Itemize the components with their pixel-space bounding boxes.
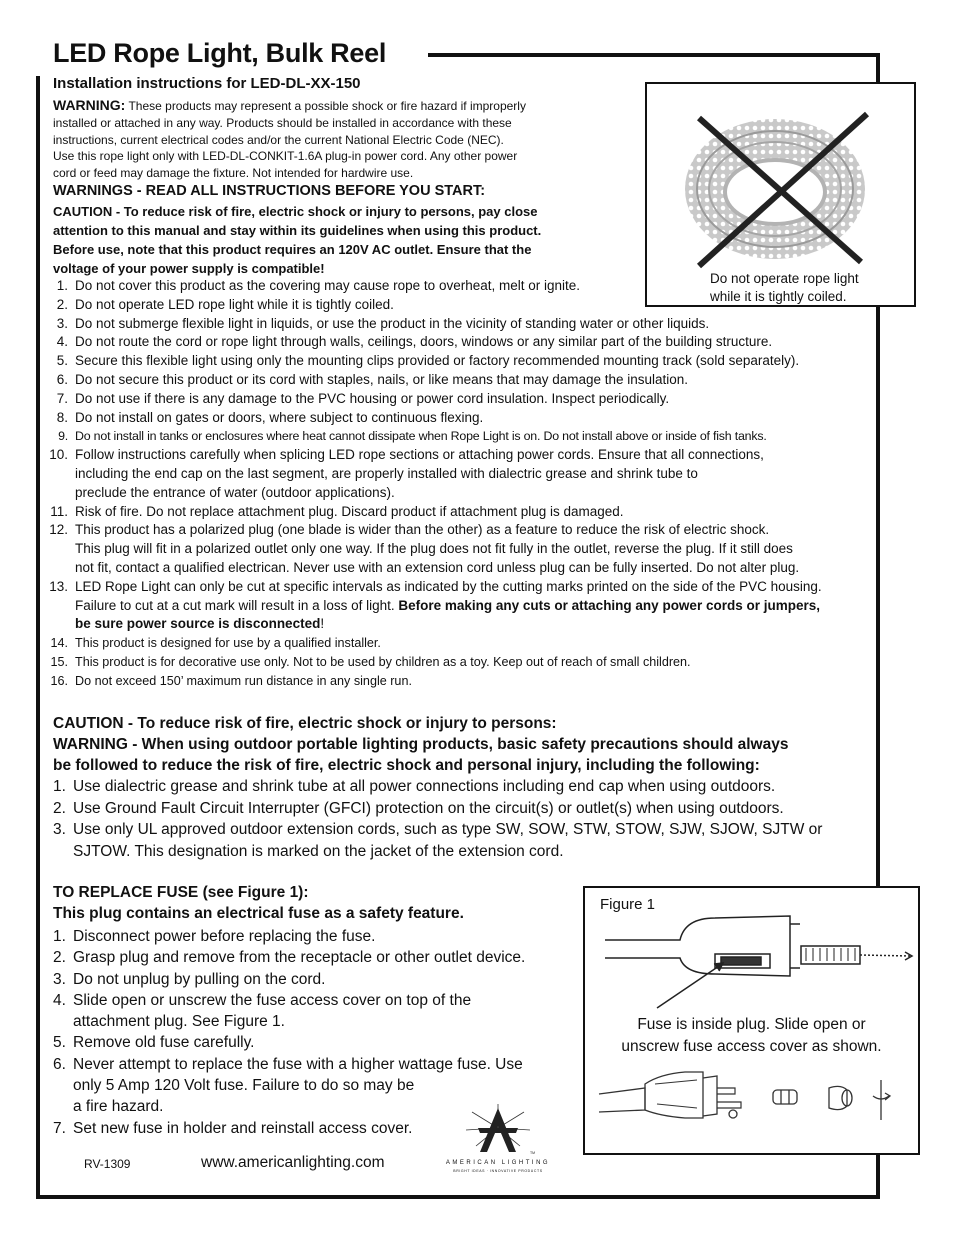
caution-line: CAUTION - To reduce risk of fire, electric shock or injury to persons, pay close [53, 204, 538, 219]
list-item: 4. Slide open or unscrew the fuse access cover on top of the attachment plug. See Figure 1. [53, 991, 472, 1031]
photo-caption-line: Do not operate rope light [710, 271, 859, 286]
caution-line: Before use, note that this product requires an 120V AC outlet. Ensure that the [53, 242, 532, 257]
logo-tagline: BRIGHT IDEAS · INNOVATIVE PRODUCTS [453, 1169, 543, 1173]
list-item: 2. Do not operate LED rope light while it is tightly coiled. [56, 296, 394, 312]
list-item: 13. LED Rope Light can only be cut at specific intervals as indicated by the cutting marks printed on the side of the PVC housing. Failure to cut at a cut mark will result in a loss of light. Before making any cuts or attaching any power cords or jumpers, be sure power source is disconnected! [49, 578, 822, 632]
frame-top-line [428, 53, 880, 57]
warnings-list [40, 277, 822, 691]
list-item: 11. Risk of fire. Do not replace attachment plug. Discard product if attachment plug is damaged. [50, 503, 624, 519]
warning-line: Use this rope light only with LED-DL-CONKIT-1.6A plug-in power cord. Any other power [53, 149, 518, 164]
outdoor-list [53, 776, 822, 862]
warning-paragraph [53, 97, 593, 182]
trademark-mark: TM [530, 1151, 536, 1155]
warning-label: WARNING: [53, 97, 126, 113]
outdoor-caution-line: WARNING - When using outdoor portable lighting products, basic safety precautions should always [53, 736, 789, 753]
figure-label: Figure 1 [600, 896, 656, 913]
figure-caption-line: Fuse is inside plug. Slide open or [637, 1016, 866, 1033]
list-item: 4. Do not route the cord or rope light through walls, ceilings, doors, windows or any similar part of the building structure. [56, 334, 773, 350]
list-item: 9. Do not install in tanks or enclosures where heat cannot dissipate when Rope Light is on. Do not install above or inside of fish tanks. [58, 429, 767, 444]
caution-intro [53, 202, 623, 278]
revision-code: RV-1309 [84, 1157, 131, 1171]
list-item: 3. Do not submerge flexible light in liquids, or use the product in the vicinity of standing water or other liquids. [56, 315, 710, 331]
outdoor-caution [53, 713, 853, 776]
list-item: 1. Disconnect power before replacing the fuse. [53, 928, 376, 945]
list-item: 7. Do not use if there is any damage to the PVC housing or power cord insulation. Inspect periodically. [56, 390, 670, 406]
figure-caption [586, 1014, 917, 1058]
list-item: 3. Use only UL approved outdoor extension cords, such as type SW, SOW, STW, STOW, SJW, SJOW, SJTW or SJTOW. This designation is marked on the jacket of the extension cord. [53, 821, 823, 860]
american-lighting-logo-icon [438, 1102, 558, 1160]
list-item: 5. Remove old fuse carefully. [53, 1034, 255, 1052]
list-item: 12. This product has a polarized plug (one blade is wider than the other) as a feature to reduce the risk of electric shock. This plug will fit in a polarized outlet only one way. If the plug does not fit fully in the outlet, reverse the plug. If it still does not fit, contact a qualified electrican. Never use with an extension cord unless plug can be fully inserted. Do not alter plug. [49, 522, 800, 575]
outdoor-caution-line: CAUTION - To reduce risk of fire, electric shock or injury to persons: [53, 715, 557, 732]
website-link[interactable]: www.americanlighting.com [201, 1154, 385, 1171]
list-item: 10. Follow instructions carefully when splicing LED rope sections or attaching power cords. Ensure that all connections, including the end cap on the last segment, are properly installed with dialectric grease and shrink tube to preclude the entrance of water (outdoor applications). [49, 447, 764, 500]
caution-line: voltage of your power supply is compatible! [53, 261, 325, 276]
page-subtitle: Installation instructions for LED-DL-XX-150 [53, 75, 361, 92]
photo-caption-line: while it is tightly coiled. [710, 289, 847, 304]
list-item: 1. Do not cover this product as the covering may cause rope to overheat, melt or ignite. [56, 278, 581, 293]
frame-bottom-line [36, 1195, 880, 1199]
figure-caption-line: unscrew fuse access cover as shown. [621, 1038, 882, 1055]
outdoor-caution-line: be followed to reduce the risk of fire, electric shock and personal injury, including the following: [53, 757, 760, 774]
page-title: LED Rope Light, Bulk Reel [53, 38, 387, 68]
list-item: 7. Set new fuse in holder and reinstall access cover. [53, 1119, 413, 1137]
logo-company-name: AMERICAN LIGHTING [445, 1160, 551, 1166]
list-item: 8. Do not install on gates or doors, where subject to continuous flexing. [56, 409, 484, 425]
warnings-heading: WARNINGS - READ ALL INSTRUCTIONS BEFORE YOU START: [53, 183, 486, 199]
plug-top-view [605, 916, 912, 1008]
list-item: 3. Do not unplug by pulling on the cord. [53, 970, 326, 988]
caution-line: attention to this manual and stay within its guidelines when using this product. [53, 223, 542, 238]
warning-line: cord or feed may damage the fixture. Not intended for hardwire use. [53, 166, 414, 181]
list-item: 2. Grasp plug and remove from the receptacle or other outlet device. [53, 949, 526, 967]
plug-exploded-view [599, 1072, 890, 1120]
warning-line: These products may represent a possible shock or fire hazard if improperly [128, 99, 526, 113]
list-item: 15. This product is for decorative use only. Not to be used by children as a toy. Keep out of reach of small children. [50, 654, 691, 669]
list-item: 1. Use dialectric grease and shrink tube at all power connections including end cap when using outdoors. [53, 778, 776, 795]
list-item: 5. Secure this flexible light using only the mounting clips provided or factory recommended mounting track (sold separately). [56, 353, 800, 369]
warning-line: instructions, current electrical codes and/or the current National Electric Code (NEC). [53, 132, 504, 147]
fuse-heading-line: TO REPLACE FUSE (see Figure 1): [53, 884, 309, 901]
list-item: 2. Use Ground Fault Circuit Interrupter (GFCI) protection on the circuit(s) or outlet(s) when using outdoors. [53, 799, 784, 817]
fuse-heading-line: This plug contains an electrical fuse as a safety feature. [53, 905, 464, 922]
list-item: 14. This product is designed for use by a qualified installer. [50, 636, 381, 651]
fuse-heading [53, 882, 464, 924]
list-item: 16. Do not exceed 150’ maximum run distance in any single run. [50, 673, 412, 688]
list-item: 6. Never attempt to replace the fuse with a higher wattage fuse. Use only 5 Amp 120 Volt fuse. Failure to do so may be a fire hazard. [53, 1055, 523, 1116]
list-item: 6. Do not secure this product or its cord with staples, nails, or like means that may damage the insulation. [56, 371, 689, 387]
warning-line: installed or attached in any way. Products should be installed in accordance with these [53, 115, 512, 130]
